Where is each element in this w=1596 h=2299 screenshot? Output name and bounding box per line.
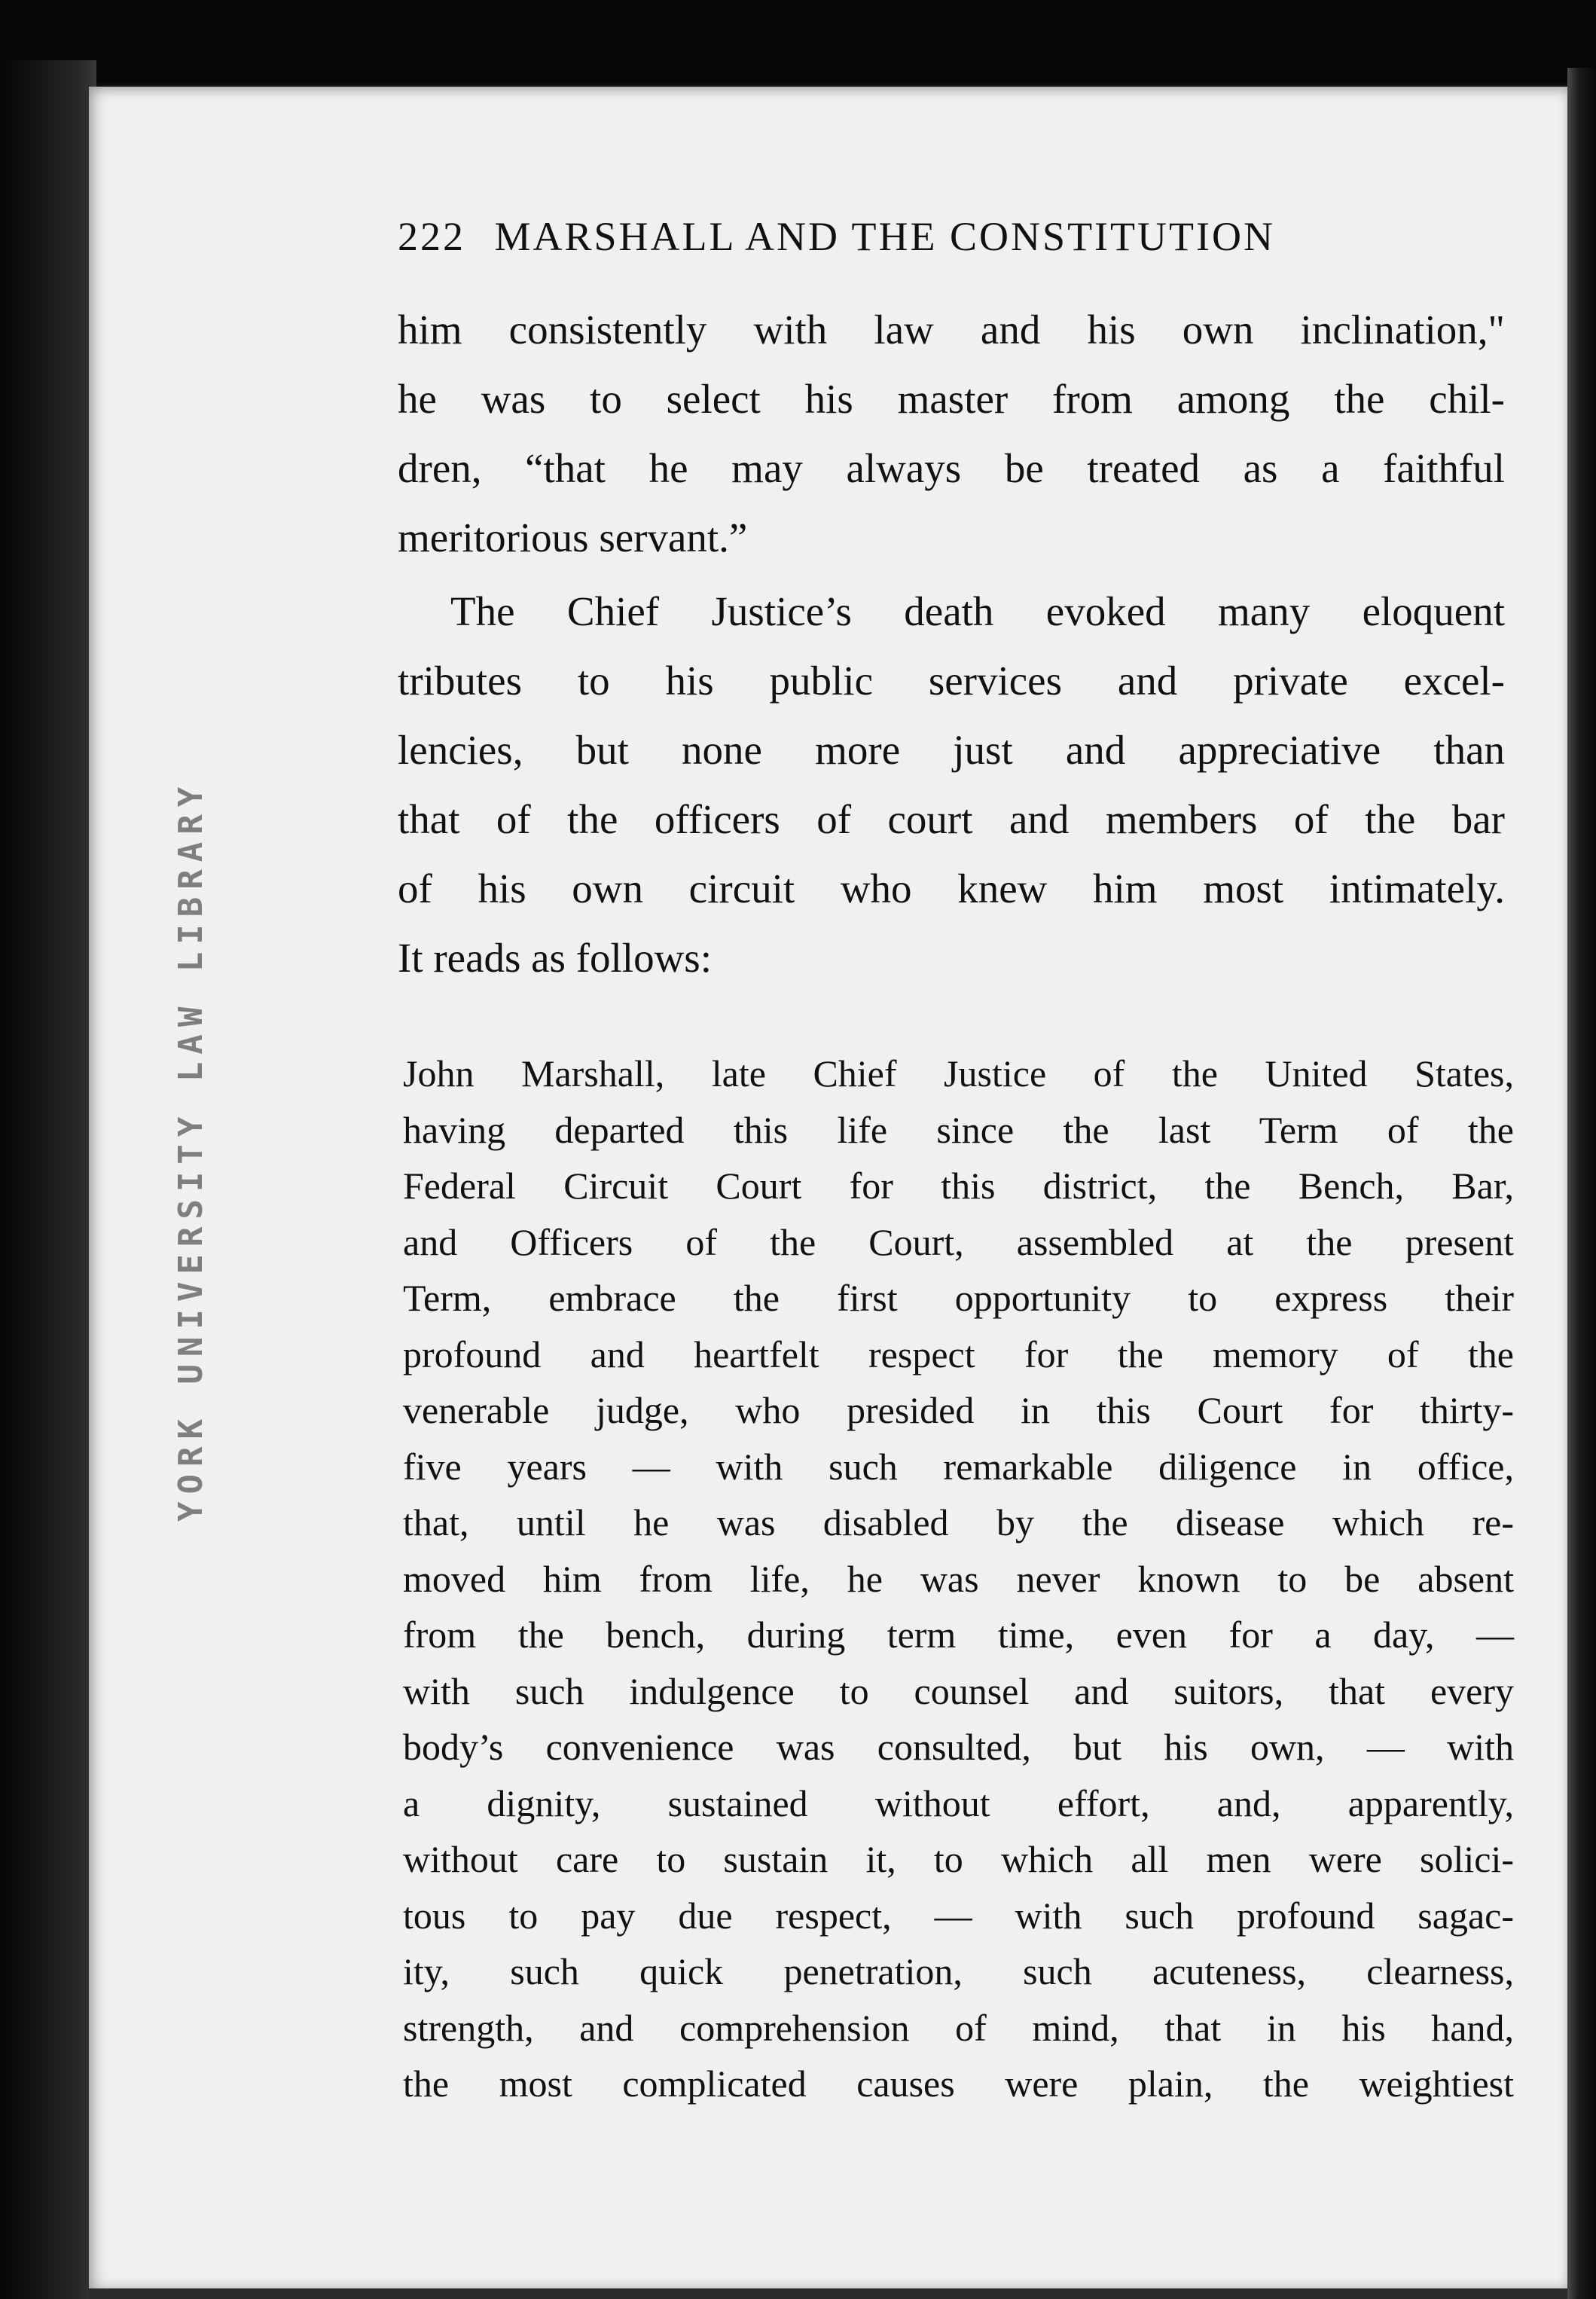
text-line: that of the officers of court and members of the bar xyxy=(398,796,1505,842)
quote-line: without care to sustain it, to which all men were solici- xyxy=(403,1838,1514,1880)
quote-line: having departed this life since the last Term of the xyxy=(403,1108,1514,1151)
paragraph-tributes xyxy=(398,577,1505,993)
quote-line: with such indulgence to counsel and suitors, that every xyxy=(403,1669,1514,1712)
text-line: him consistently with law and his own inclination," xyxy=(398,307,1505,353)
book-binding-edge xyxy=(0,60,96,2299)
quote-line: Federal Circuit Court for this district, the Bench, Bar, xyxy=(403,1165,1514,1207)
quote-line: moved him from life, he was never known to be absent xyxy=(403,1557,1514,1600)
paragraph-continuation xyxy=(398,295,1505,572)
text-line: The Chief Justice’s death evoked many eloquent xyxy=(450,588,1505,634)
quote-line: John Marshall, late Chief Justice of the United States, xyxy=(403,1052,1514,1095)
quote-line: strength, and comprehension of mind, that in his hand, xyxy=(403,2006,1514,2049)
quote-line: body’s convenience was consulted, but his own, — with xyxy=(403,1726,1514,1768)
library-stamp: YORK UNIVERSITY LAW LIBRARY xyxy=(172,779,210,1522)
quote-line: from the bench, during term time, even for a day, — xyxy=(403,1614,1514,1656)
quote-line: Term, embrace the first opportunity to express their xyxy=(403,1277,1514,1319)
running-header xyxy=(398,213,1422,260)
text-line: he was to select his master from among the chil- xyxy=(398,376,1505,422)
quote-line: a dignity, sustained without effort, and, apparently, xyxy=(403,1781,1514,1824)
right-page-edge xyxy=(1567,68,1596,2299)
quote-line: and Officers of the Court, assembled at the present xyxy=(403,1220,1514,1263)
text-line: dren, “that he may always be treated as a faithful xyxy=(398,445,1505,491)
text-line: It reads as follows: xyxy=(398,935,712,981)
text-line: tributes to his public services and private excel- xyxy=(398,658,1505,704)
running-title: MARSHALL AND THE CONSTITUTION xyxy=(494,214,1275,259)
top-scan-margin xyxy=(0,0,1596,83)
quote-line: five years — with such remarkable diligence in office, xyxy=(403,1445,1514,1488)
page-number: 222 xyxy=(398,214,465,259)
text-line: of his own circuit who knew him most intimately. xyxy=(398,866,1505,911)
text-line: meritorious servant.” xyxy=(398,514,748,560)
quote-line: profound and heartfelt respect for the memory of the xyxy=(403,1333,1514,1375)
block-quotation xyxy=(403,1046,1514,2112)
quote-line: the most complicated causes were plain, the weightiest xyxy=(403,2062,1514,2105)
quote-line: ity, such quick penetration, such acuteness, clearness, xyxy=(403,1950,1514,1992)
bottom-scan-margin xyxy=(89,2288,1567,2299)
text-line: lencies, but none more just and appreciative than xyxy=(398,727,1505,773)
quote-line: that, until he was disabled by the disease which re- xyxy=(403,1501,1514,1543)
quote-line: tous to pay due respect, — with such profound sagac- xyxy=(403,1894,1514,1937)
quote-line: venerable judge, who presided in this Court for thirty- xyxy=(403,1389,1514,1431)
